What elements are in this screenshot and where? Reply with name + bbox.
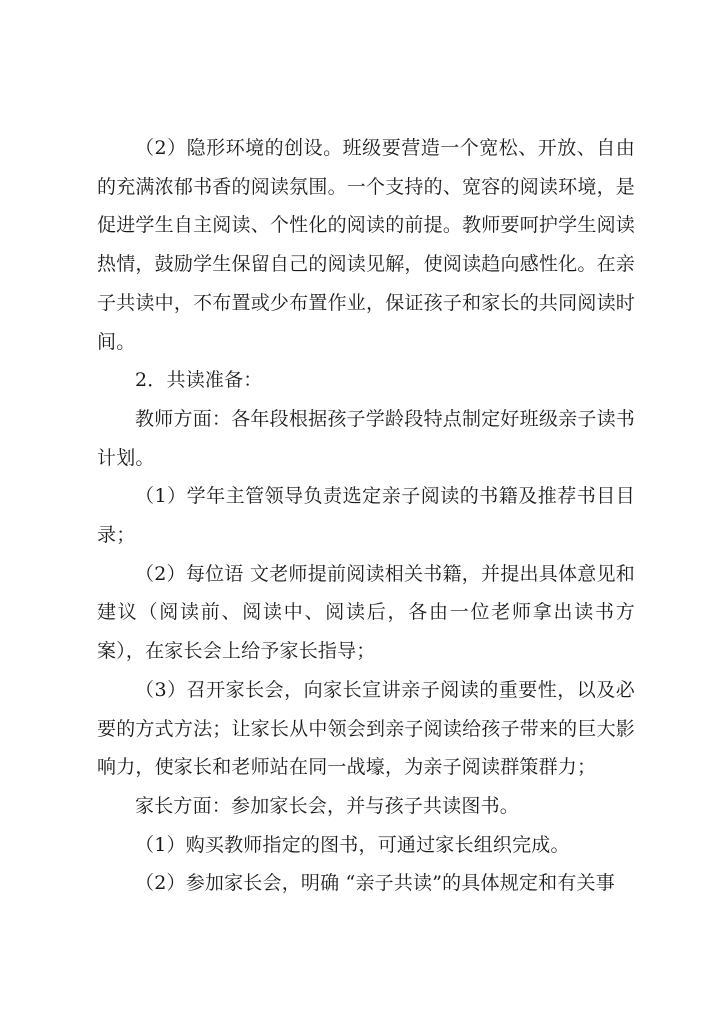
paragraph-teacher-item-3: （3）召开家长会，向家长宣讲亲子阅读的重要性，以及必要的方式方法；让家长从中领会到亲子阅读给孩子带来的巨大影响力，使家长和老师站在同一战壕，为亲子阅读群策群力； [97, 678, 635, 779]
paragraph-parent-item-1: （1）购买教师指定的图书，可通过家长组织完成。 [135, 833, 570, 856]
paragraph-hidden-environment: （2）隐形环境的创设。班级要营造一个宽松、开放、自由的充满浓郁书香的阅读氛围。一个支持的、宽容的阅读环境，是促进学生自主阅读、个性化的阅读的前提。教师要呵护学生阅读热情，鼓励学生保留自己的阅读见解，使阅读趋向感性化。在亲子共读中，不布置或少布置作业，保证孩子和家长的共同阅读时间。 [97, 137, 635, 353]
document-body [97, 129, 635, 903]
paragraph-section-heading: 2．共读准备： [135, 369, 263, 392]
paragraph-teacher-item-2: （2）每位语 文老师提前阅读相关书籍，并提出具体意见和建议（阅读前、阅读中、阅读后，各由一位老师拿出读书方案），在家长会上给予家长指导； [97, 562, 635, 663]
paragraph-teacher-item-1: （1）学年主管领导负责选定亲子阅读的书籍及推荐书目目录； [97, 485, 635, 547]
paragraph-teacher-aspect: 教师方面：各年段根据孩子学龄段特点制定好班级亲子读书计划。 [97, 407, 635, 469]
paragraph-parent-aspect: 家长方面：参加家长会，并与孩子共读图书。 [135, 794, 520, 817]
paragraph-parent-item-2: （2）参加家长会，明确 “亲子共读”的具体规定和有关事 [135, 872, 615, 895]
